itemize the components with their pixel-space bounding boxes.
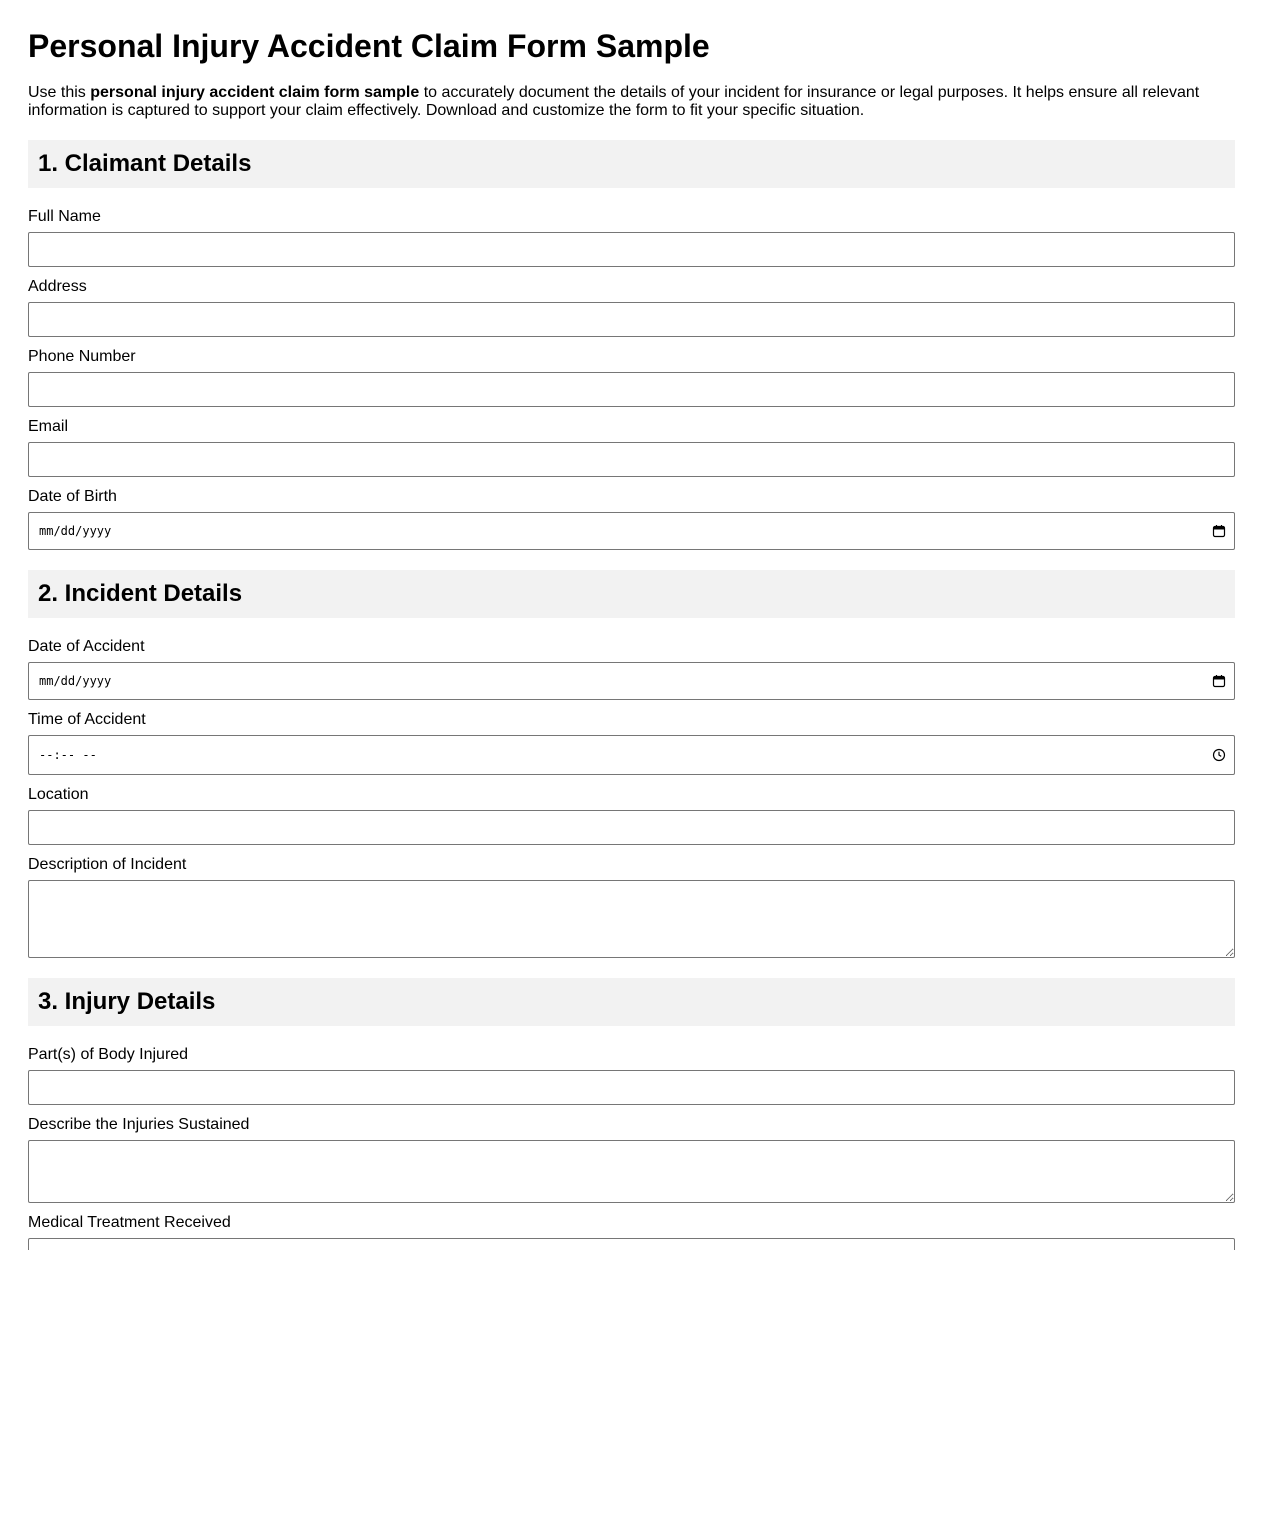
accident-time-label: Time of Accident [28, 711, 146, 728]
email-input[interactable] [28, 442, 1235, 477]
section-header-injury [28, 978, 1235, 1026]
accident-time-input[interactable] [28, 735, 1235, 775]
dob-placeholder: mm/dd/yyyy [39, 524, 112, 538]
clock-icon[interactable] [1212, 748, 1226, 762]
section-title-claimant: 1. Claimant Details [38, 150, 252, 177]
phone-input[interactable] [28, 372, 1235, 407]
intro-prefix: Use this [28, 84, 91, 101]
accident-time-placeholder: --:-- -- [39, 748, 97, 762]
full-name-input[interactable] [28, 232, 1235, 267]
treatment-label: Medical Treatment Received [28, 1214, 231, 1231]
section-header-incident [28, 570, 1235, 618]
accident-date-label: Date of Accident [28, 638, 145, 655]
calendar-icon[interactable] [1212, 524, 1226, 538]
section-title-injury: 3. Injury Details [38, 988, 216, 1015]
phone-label: Phone Number [28, 348, 136, 365]
calendar-icon[interactable] [1212, 674, 1226, 688]
page-title: Personal Injury Accident Claim Form Sample [28, 28, 710, 64]
email-label: Email [28, 418, 69, 435]
body-parts-input[interactable] [28, 1070, 1235, 1105]
accident-date-placeholder: mm/dd/yyyy [39, 674, 112, 688]
address-label: Address [28, 278, 87, 295]
intro-suffix: to accurately document the details of your incident for insurance or legal purposes. It helps ensure all relevant information is captured to support your claim effectively. Download and customize the form to fit your specific situation. [28, 84, 1200, 119]
location-input[interactable] [28, 810, 1235, 845]
location-label: Location [28, 786, 89, 803]
full-name-label: Full Name [28, 208, 101, 225]
injuries-label: Describe the Injuries Sustained [28, 1116, 250, 1133]
incident-description-textarea[interactable] [28, 880, 1235, 958]
address-input[interactable] [28, 302, 1235, 337]
incident-description-label: Description of Incident [28, 856, 187, 873]
accident-date-input[interactable] [28, 662, 1235, 700]
injuries-textarea[interactable] [28, 1140, 1235, 1203]
section-header-claimant [28, 140, 1235, 188]
treatment-textarea[interactable] [28, 1238, 1235, 1250]
section-title-incident: 2. Incident Details [38, 580, 243, 607]
body-parts-label: Part(s) of Body Injured [28, 1046, 189, 1063]
intro-paragraph [28, 84, 1235, 120]
dob-label: Date of Birth [28, 488, 117, 505]
dob-date-input[interactable] [28, 512, 1235, 550]
intro-bold-phrase: personal injury accident claim form sample [90, 84, 420, 101]
claim-form-page [28, 0, 1235, 1250]
